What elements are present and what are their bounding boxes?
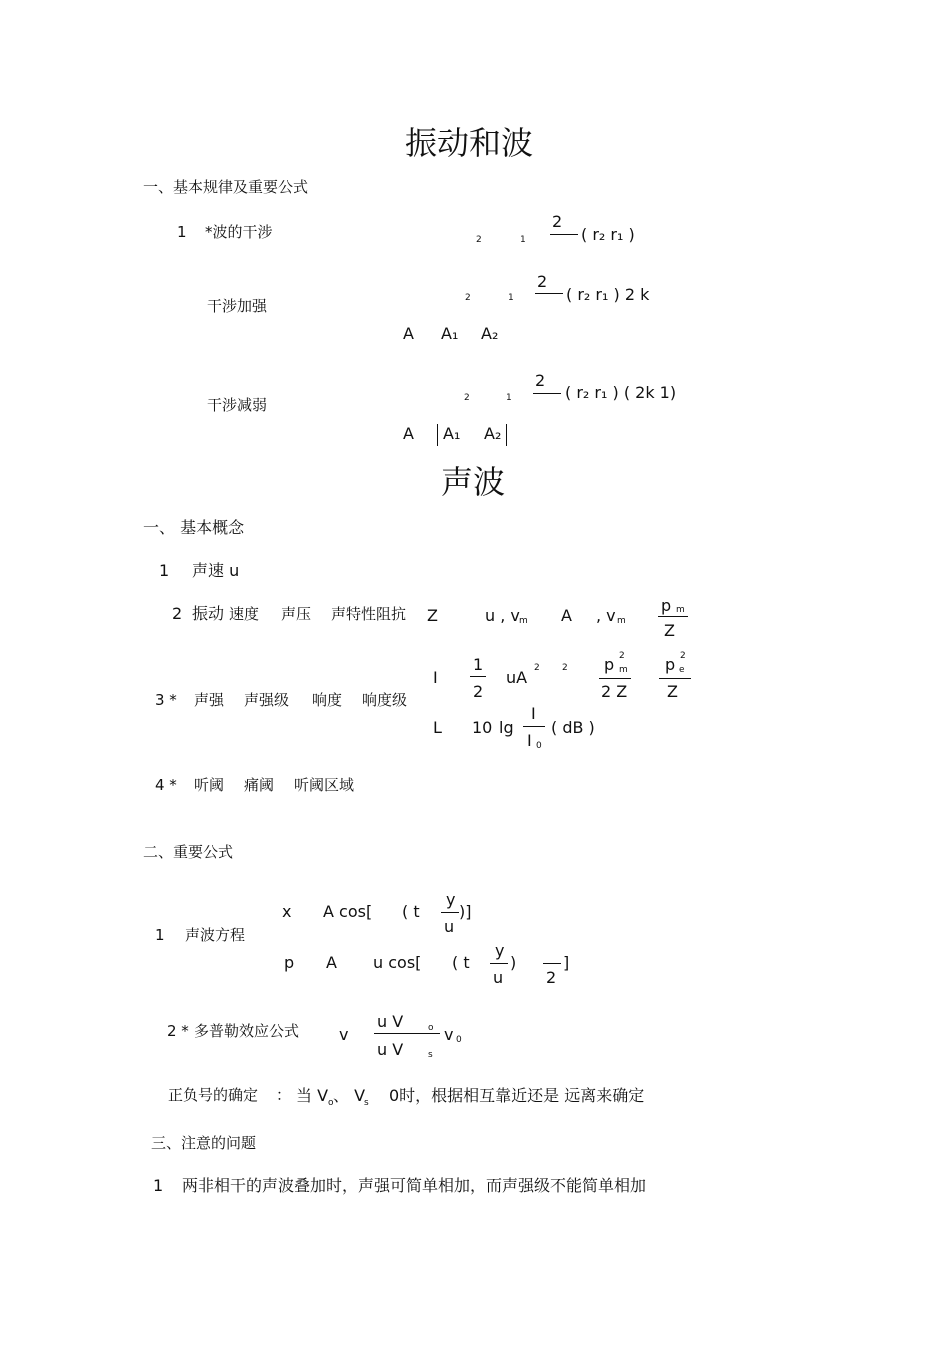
sign-rule-text: 、 V xyxy=(333,1086,366,1105)
page-title: 振动和波 xyxy=(405,124,534,162)
wave-interference-label: *波的干涉 xyxy=(205,223,273,241)
subscript: e xyxy=(679,665,685,675)
subscript: m xyxy=(619,665,628,675)
sound-pressure-label: 声压 xyxy=(281,605,312,623)
formula-term: u , v xyxy=(485,606,520,625)
constructive-interference-label: 干涉加强 xyxy=(207,297,268,315)
fraction-line xyxy=(490,963,508,964)
formula-term: , v xyxy=(596,606,616,625)
formula-term: A xyxy=(326,953,337,972)
formula-term: ) xyxy=(510,953,517,972)
fraction-line xyxy=(374,1033,440,1034)
formula-term: )] xyxy=(459,902,472,921)
fraction-denominator: u xyxy=(493,968,504,987)
subscript: 0 xyxy=(536,741,542,751)
formula-term: 10 xyxy=(472,718,493,737)
fraction-denominator: Z xyxy=(667,682,678,701)
formula-term: uA xyxy=(506,668,528,687)
fraction-line xyxy=(659,678,691,679)
amplitude-2: A₂ xyxy=(484,424,502,443)
subscript: m xyxy=(676,605,685,615)
amplitude-1: A₁ xyxy=(443,424,461,443)
fraction-denominator: I xyxy=(527,731,532,750)
subscript: m xyxy=(519,616,528,626)
fraction-denominator: u xyxy=(444,917,455,936)
formula-term: v xyxy=(444,1025,454,1044)
abs-bar-left xyxy=(437,424,438,446)
formula-term: ] xyxy=(563,953,570,972)
doppler-label: 多普勒效应公式 xyxy=(194,1022,300,1040)
fraction-numerator: y xyxy=(446,890,456,909)
fraction-numerator: u V xyxy=(377,1012,404,1031)
fraction-numerator: y xyxy=(495,941,505,960)
fraction-numerator: p xyxy=(604,655,615,674)
loudness-level-label: 响度级 xyxy=(362,691,408,709)
unit-db: ( dB ) xyxy=(551,718,595,737)
acoustic-impedance-label: 声特性阻抗 xyxy=(331,605,407,623)
hearing-threshold-label: 听阈 xyxy=(194,776,225,794)
fraction-line xyxy=(523,726,545,727)
loudness-label: 响度 xyxy=(312,691,343,709)
fraction-line xyxy=(533,393,561,394)
fraction-numerator: p xyxy=(665,655,676,674)
formula-term: ( t xyxy=(452,953,470,972)
fraction-numerator: 1 xyxy=(473,655,484,674)
intensity-symbol: I xyxy=(433,668,438,687)
formula-rest: ( r₂ r₁ ) ( 2k 1) xyxy=(565,383,677,402)
sound-intensity-label: 声强 xyxy=(194,691,225,709)
formula-term: x xyxy=(282,902,292,921)
subscript: 0 xyxy=(456,1035,462,1045)
formula-term: lg xyxy=(499,718,514,737)
section-heading-important-formulas: 二、重要公式 xyxy=(143,843,234,861)
fraction-numerator: I xyxy=(531,704,536,723)
intensity-level-label: 声强级 xyxy=(244,691,290,709)
pain-threshold-label: 痛阈 xyxy=(244,776,275,794)
wave-equation-label: 声波方程 xyxy=(185,926,246,944)
item-number: 1 xyxy=(153,1176,164,1195)
superscript: 2 xyxy=(680,651,686,661)
subscript: 2 xyxy=(464,393,470,403)
fraction-denominator: 2 xyxy=(473,682,484,701)
formula-term: A cos[ xyxy=(323,902,373,921)
amplitude-2: A₂ xyxy=(481,324,499,343)
section-heading-basic-concepts: 一、 基本概念 xyxy=(143,518,245,537)
subscript: 1 xyxy=(506,393,512,403)
subscript: s xyxy=(364,1098,369,1108)
sign-rule-text: 当 V xyxy=(296,1086,329,1105)
formula-term: ( t xyxy=(402,902,420,921)
amplitude: A xyxy=(403,324,414,343)
item-number: 1 xyxy=(177,223,187,241)
formula-term: A xyxy=(561,606,572,625)
note-text: 两非相干的声波叠加时，声强可简单相加，而声强级不能简单相加 xyxy=(182,1176,647,1195)
formula-term: v xyxy=(339,1025,349,1044)
level-symbol: L xyxy=(433,718,442,737)
section-heading-notes: 三、注意的问题 xyxy=(151,1134,257,1152)
item-number: 4 * xyxy=(155,776,177,794)
formula-term: u cos[ xyxy=(373,953,422,972)
fraction-line xyxy=(470,676,486,677)
colon: ： xyxy=(276,1086,292,1104)
fraction-numerator: 2 xyxy=(552,212,563,231)
amplitude-1: A₁ xyxy=(441,324,459,343)
fraction-line xyxy=(550,234,578,235)
superscript: 2 xyxy=(534,663,540,673)
sign-rule-label: 正负号的确定 xyxy=(168,1086,259,1104)
fraction-denominator: Z xyxy=(664,621,675,640)
item-number: 2 * xyxy=(167,1022,189,1040)
fraction-denominator: 2 Z xyxy=(601,682,628,701)
subscript: o xyxy=(328,1098,334,1108)
subscript: 2 xyxy=(476,235,482,245)
hearing-region-label: 听阈区域 xyxy=(294,776,355,794)
sound-speed-label: 声速 u xyxy=(192,561,240,580)
subscript: s xyxy=(428,1050,433,1060)
subscript: 2 xyxy=(465,293,471,303)
sign-rule-text: 0时，根据相互靠近还是 远离来确定 xyxy=(389,1086,645,1105)
fraction-line xyxy=(543,963,561,964)
subscript: o xyxy=(428,1023,434,1033)
impedance-symbol: Z xyxy=(427,606,438,625)
subscript: 1 xyxy=(520,235,526,245)
vibration-label: 振动 xyxy=(192,604,225,623)
item-number: 3 * xyxy=(155,691,177,709)
destructive-interference-label: 干涉减弱 xyxy=(207,396,268,414)
subscript: 1 xyxy=(508,293,514,303)
amplitude: A xyxy=(403,424,414,443)
fraction-numerator: 2 xyxy=(535,371,546,390)
superscript: 2 xyxy=(562,663,568,673)
fraction-line xyxy=(599,678,631,679)
fraction-line xyxy=(535,293,563,294)
fraction-denominator: u V xyxy=(377,1040,404,1059)
fraction-numerator: p xyxy=(661,596,672,615)
superscript: 2 xyxy=(619,651,625,661)
subscript: m xyxy=(617,616,626,626)
item-number: 1 xyxy=(155,926,165,944)
formula-rest: ( r₂ r₁ ) xyxy=(581,225,635,244)
formula-rest: ( r₂ r₁ ) 2 k xyxy=(566,285,650,304)
fraction-numerator: 2 xyxy=(537,272,548,291)
section-title-sound-waves: 声波 xyxy=(441,463,506,501)
abs-bar-right xyxy=(506,424,507,446)
item-number: 2 xyxy=(172,604,183,623)
fraction-denominator: 2 xyxy=(546,968,557,987)
fraction-line xyxy=(658,616,688,617)
formula-term: p xyxy=(284,953,295,972)
item-number: 1 xyxy=(159,561,170,580)
fraction-line xyxy=(441,912,459,913)
velocity-label: 速度 xyxy=(229,605,260,623)
section-heading-basic-laws: 一、基本规律及重要公式 xyxy=(143,178,309,196)
